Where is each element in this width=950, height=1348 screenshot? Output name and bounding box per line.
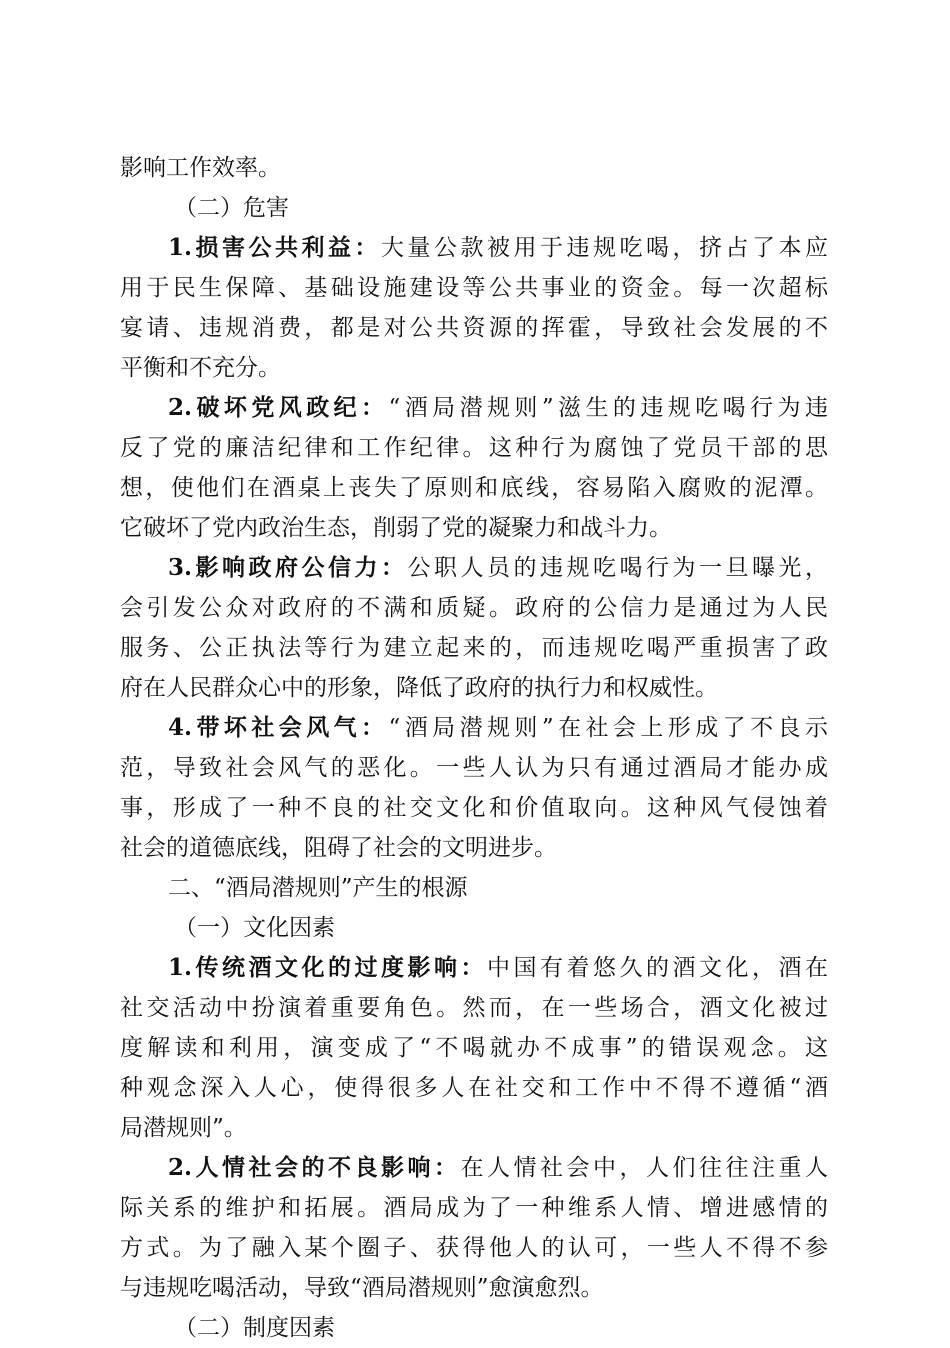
text: 用于民生保障、基础设施建设等公共事业的资金。每一次超标 [120,275,828,301]
text: 在人情社会中，人们往往注重人 [460,1155,828,1181]
paragraph-line [120,468,828,508]
text: 公职人员的违规吃喝行为一旦曝光， [407,555,828,581]
paragraph-line [120,1068,828,1108]
paragraph-line [120,788,828,828]
text: 范，导致社会风气的恶化。一些人认为只有通过酒局才能办成 [120,755,828,781]
text: 中国有着悠久的酒文化，酒在 [487,955,828,981]
text: 服务、公正执法等行为建立起来的，而违规吃喝严重损害了政 [120,635,828,661]
paragraph-line [120,828,828,868]
paragraph-line [120,268,828,308]
paragraph-lead: 1.传统酒文化的过度影响： [168,954,488,981]
paragraph-lead: 3.影响政府公信力： [168,554,408,581]
text: 它破坏了党内政治生态，削弱了党的凝聚力和战斗力。 [120,515,672,541]
text: 平衡和不充分。 [120,355,281,381]
paragraph-line [120,1268,828,1308]
paragraph-lead: 2.破坏党风政纪： [168,394,389,421]
text: 想，使他们在酒桌上丧失了原则和底线，容易陷入腐败的泥潭。 [120,475,828,501]
section-heading [120,868,828,908]
paragraph-line [120,228,828,268]
paragraph-line [120,428,828,468]
text: 影响工作效率。 [120,155,281,181]
text: 与违规吃喝活动，导致“酒局潜规则”愈演愈烈。 [120,1275,604,1301]
text: 会引发公众对政府的不满和质疑。政府的公信力是通过为人民 [120,595,828,621]
paragraph-line [120,628,828,668]
paragraph-line [120,588,828,628]
subheading-system [120,1308,828,1348]
text: 事，形成了一种不良的社交文化和价值取向。这种风气侵蚀着 [120,795,828,821]
paragraph-lead: 2.人情社会的不良影响： [168,1154,461,1181]
paragraph-line [120,948,828,988]
paragraph-line [120,988,828,1028]
paragraph-line [120,148,828,188]
section-heading-text: 二、“酒局潜规则”产生的根源 [168,875,468,901]
paragraph-line [120,388,828,428]
text: 度解读和利用，演变成了“不喝就办不成事”的错误观念。这 [120,1035,828,1061]
paragraph-line [120,1108,828,1148]
paragraph-line [120,1188,828,1228]
text: 大量公款被用于违规吃喝，挤占了本应 [381,235,828,261]
text: 际关系的维护和拓展。酒局成为了一种维系人情、增进感情的 [120,1195,828,1221]
paragraph-line [120,668,828,708]
paragraph-line [120,348,828,388]
paragraph-line [120,548,828,588]
paragraph-line [120,1148,828,1188]
subheading-text: （二）制度因素 [174,1315,335,1341]
text: 府在人民群众心中的形象，降低了政府的执行力和权威性。 [120,675,718,701]
text: 种观念深入人心，使得很多人在社交和工作中不得不遵循“酒 [120,1075,828,1101]
subheading-text: （二）危害 [174,195,289,221]
subheading-harm [120,188,828,228]
text: 方式。为了融入某个圈子、获得他人的认可，一些人不得不参 [120,1235,828,1261]
document-page [120,148,828,1348]
subheading-text: （一）文化因素 [174,915,335,941]
text: “酒局潜规则”在社会上形成了不良示 [388,715,828,741]
paragraph-line [120,1028,828,1068]
text: 宴请、违规消费，都是对公共资源的挥霍，导致社会发展的不 [120,315,828,341]
paragraph-line [120,308,828,348]
paragraph-line [120,508,828,548]
paragraph-lead: 4.带坏社会风气： [168,714,389,741]
text: 社交活动中扮演着重要角色。然而，在一些场合，酒文化被过 [120,995,828,1021]
text: 社会的道德底线，阻碍了社会的文明进步。 [120,835,557,861]
text: 反了党的廉洁纪律和工作纪律。这种行为腐蚀了党员干部的思 [120,435,828,461]
paragraph-line [120,1228,828,1268]
text: “酒局潜规则”滋生的违规吃喝行为违 [388,395,828,421]
paragraph-line [120,708,828,748]
subheading-culture [120,908,828,948]
paragraph-lead: 1.损害公共利益： [168,234,382,261]
paragraph-line [120,748,828,788]
text: 局潜规则”。 [120,1115,247,1141]
